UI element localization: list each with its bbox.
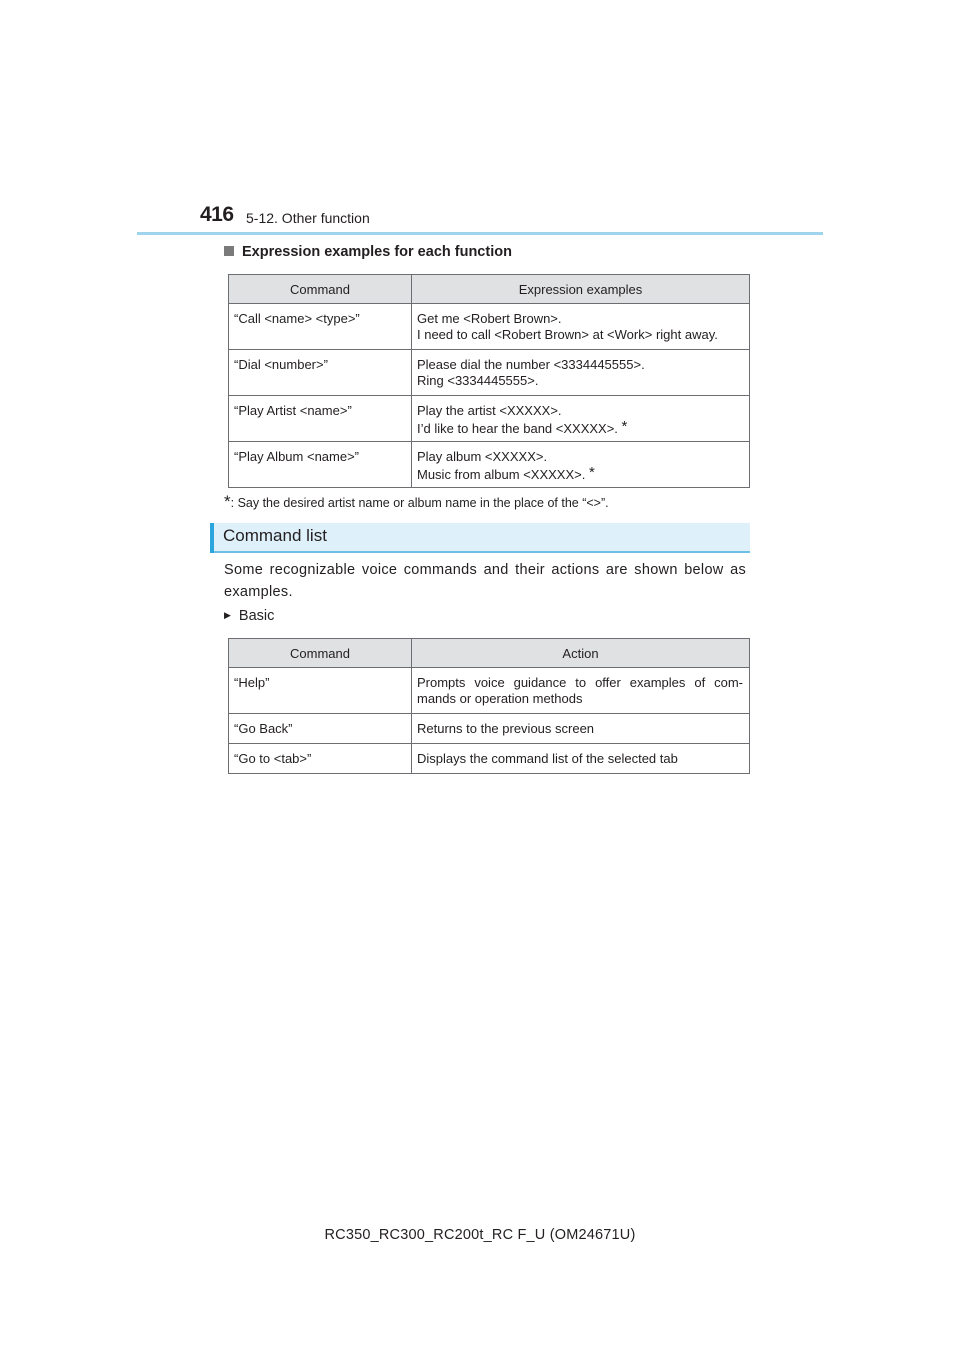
expression-examples-heading-text: Expression examples for each function xyxy=(242,244,512,260)
action-cell: Displays the command list of the selected tab xyxy=(412,744,750,774)
table-row xyxy=(229,668,750,714)
table-header-row xyxy=(229,639,750,668)
section-title: 5-12. Other function xyxy=(246,210,370,226)
example-line-text: Music from album <XXXXX>. xyxy=(417,467,586,482)
heading-accent-bar xyxy=(210,523,214,553)
action-line: Prompts voice guidance to offer examples of com- xyxy=(417,675,743,690)
footnote xyxy=(224,492,609,512)
example-line-text: Ring <3334445555>. xyxy=(417,373,539,388)
triangle-right-icon: ▶ xyxy=(224,610,231,620)
column-header-command: Command xyxy=(229,639,412,668)
table-row xyxy=(229,442,750,488)
expression-examples-heading xyxy=(224,244,512,260)
example-line: Get me <Robert Brown>. xyxy=(417,311,562,326)
example-cell xyxy=(412,442,750,488)
example-line xyxy=(417,419,743,437)
table-row xyxy=(229,350,750,396)
footnote-text: : Say the desired artist name or album name in the place of the “<>”. xyxy=(230,496,609,510)
command-cell: “Go Back” xyxy=(229,714,412,744)
example-line: Please dial the number <3334445555>. xyxy=(417,357,645,372)
footnote-marker: * xyxy=(588,464,595,481)
header-divider xyxy=(137,232,823,235)
expression-examples-table xyxy=(228,274,750,488)
action-line: mands or operation methods xyxy=(417,691,583,706)
command-list-table xyxy=(228,638,750,774)
command-cell: “Go to <tab>” xyxy=(229,744,412,774)
column-header-command: Command xyxy=(229,275,412,304)
example-line: Play the artist <XXXXX>. xyxy=(417,403,562,418)
table-header-row xyxy=(229,275,750,304)
command-list-intro: Some recognizable voice commands and their actions are shown below as examples. xyxy=(224,562,746,600)
example-cell xyxy=(412,304,750,350)
example-cell xyxy=(412,396,750,442)
command-list-title: Command list xyxy=(223,526,327,545)
command-cell: “Help” xyxy=(229,668,412,714)
footnote-mark: * xyxy=(224,492,231,511)
example-line xyxy=(417,327,743,343)
column-header-action: Action xyxy=(412,639,750,668)
table-row xyxy=(229,396,750,442)
command-cell: “Play Album <name>” xyxy=(229,442,412,488)
example-line xyxy=(417,465,743,483)
action-cell: Returns to the previous screen xyxy=(412,714,750,744)
example-cell xyxy=(412,350,750,396)
example-line: Play album <XXXXX>. xyxy=(417,449,548,464)
command-cell: “Call <name> <type>” xyxy=(229,304,412,350)
action-cell xyxy=(412,668,750,714)
example-line xyxy=(417,373,743,389)
command-list-heading xyxy=(210,523,750,553)
basic-subheading xyxy=(224,608,274,624)
table-row xyxy=(229,744,750,774)
example-line-text: I need to call <Robert Brown> at <Work> right away. xyxy=(417,327,718,342)
square-bullet-icon xyxy=(224,246,234,256)
table-row xyxy=(229,304,750,350)
column-header-expression-examples: Expression examples xyxy=(412,275,750,304)
table-row xyxy=(229,714,750,744)
footer-model-code: RC350_RC300_RC200t_RC F_U (OM24671U) xyxy=(324,1227,636,1243)
command-cell: “Dial <number>” xyxy=(229,350,412,396)
basic-subheading-text: Basic xyxy=(238,608,275,624)
page-number: 416 xyxy=(200,203,234,226)
footnote-marker: * xyxy=(621,418,628,435)
command-cell: “Play Artist <name>” xyxy=(229,396,412,442)
example-line-text: I’d like to hear the band <XXXXX>. xyxy=(417,421,618,436)
